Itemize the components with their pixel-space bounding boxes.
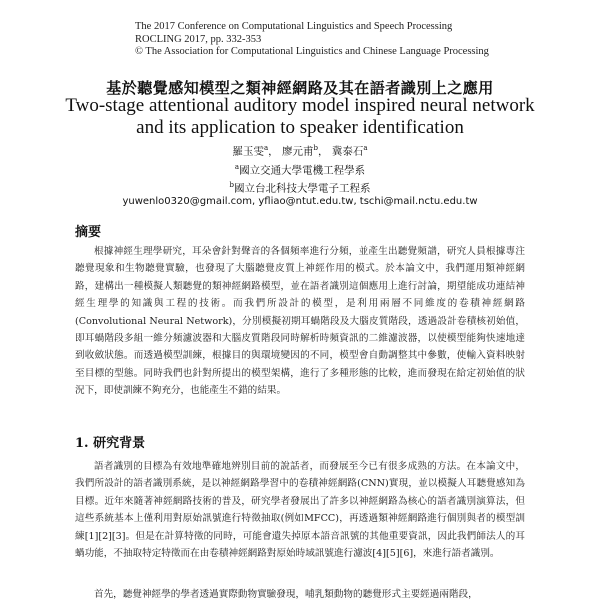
title-english <box>0 95 600 139</box>
conference-header <box>135 21 489 59</box>
abstract-heading: 摘要 <box>75 225 102 240</box>
title-chinese: 基於聽覺感知模型之類神經網路及其在語者識別上之應用 <box>106 79 494 97</box>
author-emails: yuwenlo0320@gmail.com, yfliao@ntut.edu.tw, tschi@mail.nctu.edu.tw <box>122 196 478 207</box>
affiliation-a: $^a$國立交通大學電機工程學系 <box>234 162 366 176</box>
section-1-paragraph: 語者識別的目標為有效地準確地辨別目前的說話者，而發展至今已有很多成熟的方法。在本論文中，我們所設計的語者識別系統，是以神經網路學習中的卷積神經網路(CNN)實現，並以模擬人耳聽覺感知為目標。近年來隨著神經網路技術的普及，研究學者發展出了許多以神經網路為核心的語者識別演算法，但這些系統基本上僅利用對原始訊號進行特徵抽取(例如MFCC)，再透過類神經網路進行個別與者的模型訓練[1][2][3]。但是在計算特徵的同時，可能會遺失掉原本語音訊號的其他重要資訊，因此我們師法人的耳蝸功能，不抽取特定特徵而在由卷積神經網路對原始時域訊號進行濾波[4][5][6]，來進行語者識別。 <box>75 461 525 560</box>
section-1-paragraph-2: 首先，聽覺神經學的學者透過實際動物實驗發現，哺乳類動物的聽覺形式主要經過兩階段， <box>94 589 478 600</box>
section-1-body <box>75 458 525 562</box>
affiliation-b: $^b$國立台北科技大學電子工程系 <box>229 181 371 195</box>
section-1-heading: 1. 研究背景 <box>75 436 146 451</box>
title-english-line-1: Two-stage attentional auditory model inspired neural network <box>65 95 535 116</box>
header-line-3: © The Association for Computational Linguistics and Chinese Language Processing <box>135 46 489 57</box>
author-block <box>0 141 600 197</box>
abstract-paragraph: 根據神經生理學研究，耳朵會針對聲音的各個頻率進行分頻，並產生出聽覺頻譜，研究人員根據專注聽覺現象和生物聽覺實驗，也發現了大腦聽覺皮質上神經作用的模式。於本論文中，我們運用類神經網路，建構出一種模擬人類聽覺的類神經網路模型，並在語者識別這個應用上進行討論，期望能成功連結神經生理學的知識與工程的技術。而我們所設計的模型，是利用兩層不同維度的卷積神經網路(Convolutional Neural Network)，分別模擬初期耳蝸階段及大腦皮質階段，透過設計卷積核初始值，即耳蝸階段多組一維分頻濾波器和大腦皮質階段同時解析時頻資訊的二維濾波器，以使模型能夠快速地達到收斂狀態。而透過模型訓練，根據目的與環境變因的不同，模型會自動調整其中參數，使輸入資料映射至目標的型態。同時我們也針對所提出的模型架構，進行了多種形態的比較，進而發現在給定初始值的狀況下，即使訓練不夠充分，也能產生不錯的結果。 <box>75 246 525 397</box>
author-names: 羅玉雯$^a$， 廖元甫$^b$， 冀泰石$^a$ <box>232 144 368 158</box>
title-english-line-2: and its application to speaker identification <box>136 117 464 138</box>
header-line-2: ROCLING 2017, pp. 332-353 <box>135 33 262 45</box>
section-1-next-line <box>75 586 525 600</box>
header-line-1: The 2017 Conference on Computational Linguistics and Speech Processing <box>135 21 453 32</box>
abstract-body <box>75 243 525 400</box>
